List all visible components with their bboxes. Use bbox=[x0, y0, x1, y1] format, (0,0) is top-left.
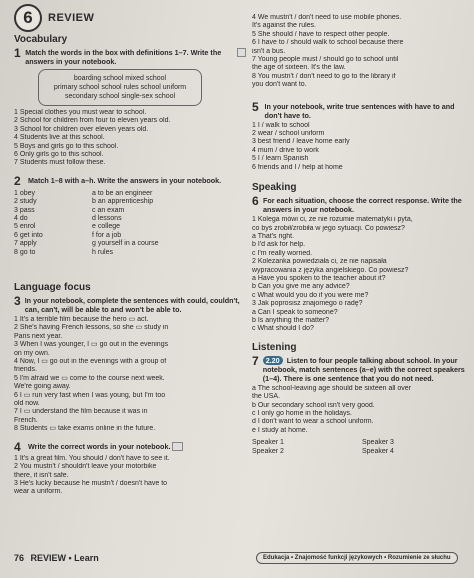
skills-badge: Edukacja • Znajomość funkcji językowych • Rozumienie ze słuchu bbox=[256, 552, 458, 564]
exercise-2: 2 Match 1–8 with a–h. Write the answers in your notebook. bbox=[14, 173, 222, 188]
exercise-5: 5 In your notebook, write true sentences with have to and don't have to. bbox=[252, 99, 455, 120]
list-item: 5 Boys and girls go to this school. bbox=[14, 142, 119, 150]
list-item: 7 Students must follow these. bbox=[14, 159, 106, 167]
list-item: 1 Special clothes you must wear to school. bbox=[14, 109, 147, 116]
list-item: 3 School for children over eleven years old. bbox=[14, 125, 149, 133]
exercise-4-continued: 4 We mustn't / don't need to use mobile phones. It's against the rules. 5 She should / have to respect other people. 6 I have to / should walk to school because there isn't a bus. 7 Young people must / should go to school until the age of sixteen. It's the law. 8 You mustn't / don't need to go to the library if you don't want to. bbox=[252, 14, 404, 89]
exercise-4: 4 Write the correct words in your notebook. bbox=[14, 442, 246, 453]
speaking-heading: Speaking bbox=[252, 182, 297, 194]
unit-header bbox=[14, 4, 94, 32]
exercise-3-items: 1 It's a terrible film because the hero ▭ act. 2 She's having French lessons, so she ▭ study in Paris next year. 3 When I was younger, I ▭ go out in the evenings on my own. 4 Now, I ▭ go out in the evenings with a group of friends. 5 I'm afraid we ▭ come to the course next week. We're going away. 6 I ▭ run very fast when I was young, but I'm too old now. 7 I ▭ understand the film because it was in French. 8 Students ▭ take exams online in the future. bbox=[14, 316, 169, 433]
exercise-1-items bbox=[14, 109, 246, 168]
language-focus-heading: Language focus bbox=[14, 282, 91, 293]
footer-label: REVIEW • Learn bbox=[30, 553, 99, 563]
unit-number-badge: 6 bbox=[14, 4, 42, 32]
exercise-2-items: 1 obey 2 study 3 pass 4 do 5 enrol 6 get into 7 apply 8 go to a to be an engineer b an apprenticeship c an exam d lessons e college f for a job g yourself in a course h rules bbox=[14, 189, 159, 256]
audio-track-badge[interactable]: 2.20 bbox=[263, 356, 283, 365]
unit-title: REVIEW bbox=[48, 12, 95, 24]
vocabulary-heading: Vocabulary bbox=[14, 34, 68, 45]
list-item: 6 Only girls go to this school. bbox=[14, 151, 104, 159]
exercise-6: 6 For each situation, choose the correct response. Write the answers in your notebook. bbox=[252, 194, 462, 215]
page-number: 76 bbox=[14, 553, 25, 563]
exercise-7: 7 2.20 Listen to four people talking about school. In your notebook, match sentences (a–e) with the correct speakers (1–4). There is one sentence that you do not need. bbox=[252, 353, 465, 383]
exercise-6-items: 1 Kolega mówi ci, że nie rozumie matematyki i pyta, co byś zrobił/zrobiła w jego sytuacji. Co powiesz? a That's right. b I'd ask for help. c I'm really worried. 2 Koleżanka powiedziała ci, że nie napisała wypracowania z języka angielskiego. Co powiesz? a Have you spoken to the teacher about it? b Can you give me any advice? c What would you do if you were me? 3 Jak poprosisz znajomego o radę? a Can I speak to someone? b Is anything the matter? c What should I do? bbox=[252, 216, 413, 333]
notebook-icon bbox=[172, 442, 183, 451]
list-item: 4 Students live at this school. bbox=[14, 134, 105, 142]
exercise-4-items: 1 It's a great film. You should / don't have to see it. 2 You mustn't / shouldn't leave your motorbike there, it isn't safe. 3 He's lucky because he mustn't / doesn't have to wear a uniform. bbox=[14, 454, 170, 496]
notebook-icon bbox=[237, 48, 246, 57]
exercise-7-items: a The school-leaving age should be sixteen all over the USA. b Our secondary school isn't very good. c I only go home in the holidays. d I don't want to wear a school uniform. e I study at home. bbox=[252, 384, 412, 434]
word-box: boarding school mixed school primary school school rules school uniform secondary school single-sex school bbox=[38, 69, 202, 106]
page-footer bbox=[14, 553, 99, 563]
speakers-list: Speaker 1 Speaker 2 Speaker 3 Speaker 4 bbox=[252, 439, 394, 455]
exercise-5-items: 1 I / walk to school 2 wear / school uniform 3 best friend / leave home early 4 mum / drive to work 5 I / learn Spanish 6 friends and I / help at home bbox=[252, 121, 350, 171]
exercise-1: 1 Match the words in the box with definitions 1–7. Write the answers in your notebook. bbox=[14, 48, 246, 66]
exercise-3: 3 In your notebook, complete the sentences with could, couldn't, can, can't, will be able to and won't be able to. bbox=[14, 294, 240, 314]
listening-heading: Listening bbox=[252, 341, 297, 353]
list-item: 2 School for children from four to eleven years old. bbox=[14, 117, 171, 125]
